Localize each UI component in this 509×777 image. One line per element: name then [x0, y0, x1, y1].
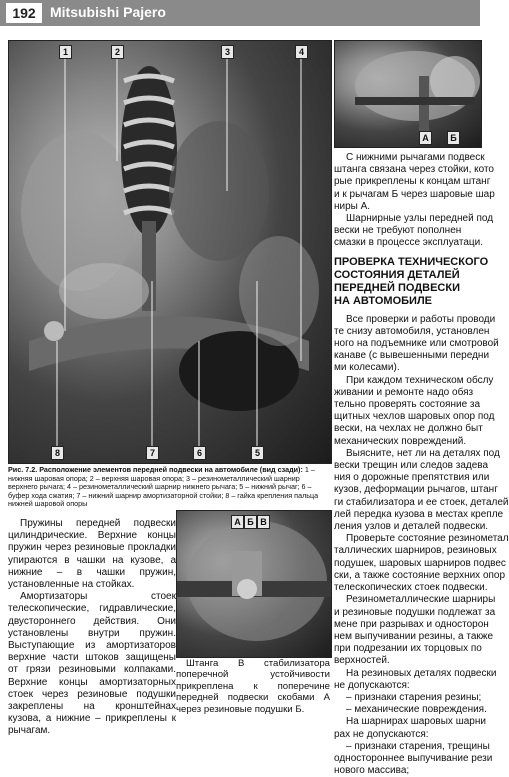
paragraph-line: рые прикреплены к концам штанг: [334, 176, 491, 188]
left-column: [8, 518, 176, 738]
paragraph-line: ми колесами).: [334, 362, 400, 374]
paragraph: Пружины передней подвески цилиндрические. Верхние концы пружин через резиновые прокладки упираются в чашки на кузове, а нижние – в чашки пружин, установленные на стойках.: [8, 518, 176, 591]
caption-heading: Расположение элементов передней подвески на автомобиле (вид сзади):: [39, 465, 303, 474]
paragraph-line: нового массива;: [334, 765, 410, 777]
paragraph-line: штанга связана через стойки, кото: [334, 164, 494, 176]
paragraph-line: Шарнирные узлы передней под: [346, 213, 494, 225]
paragraph-line: живании и ремонте надо обяз: [334, 386, 474, 398]
paragraph-line: ния о дорожные препятствия или: [334, 472, 490, 484]
section-heading: [334, 255, 489, 308]
paragraph-line: С нижними рычагами подвеск: [346, 152, 485, 163]
callout-marker: 5: [251, 446, 264, 460]
paragraph-line: ления узлов и деталей подвески.: [334, 521, 489, 533]
paragraph-line: телескопических стоек подвески.: [334, 582, 488, 594]
callout-marker: Б: [244, 515, 257, 529]
paragraph-line: щитных чехлов шаровых опор под: [334, 411, 495, 423]
callout-marker: В: [257, 515, 270, 529]
paragraph-line: при подрезании их торцовых по: [334, 643, 482, 655]
paragraph-line: одностороннее выпучивание рези: [334, 752, 493, 764]
paragraph: Амортизаторы стоек телескопические, гидравлические, двустороннего действия. Они установлены внутри пружин. Выступающие из амортизаторов верхние части штоков защищены от грязи резиновыми колпаками. Верхние концы амортизаторных стоек через резиновые подушки закреплены на кронштейнах кузова, а нижние – прикреплены к рычагам.: [8, 591, 176, 737]
right-column: [334, 152, 509, 777]
callout-marker: 1: [59, 45, 72, 59]
paragraph-line: и к рычагам Б через шаровые шар: [334, 188, 495, 200]
paragraph-line: и резиновые подушки подлежат за: [334, 606, 496, 618]
callout-marker: 8: [51, 446, 64, 460]
paragraph-line: Проверьте состояние резинометал: [346, 533, 509, 545]
stabilizer-link-photo: [334, 40, 482, 148]
paragraph-line: вески трещин или следов задева: [334, 460, 489, 472]
paragraph-line: рах не допускаются:: [334, 728, 429, 740]
paragraph-line: При каждом техническом обслу: [346, 374, 494, 386]
paragraph-line: Резинометаллические шарниры: [346, 594, 496, 606]
running-title: Mitsubishi Pajero: [50, 4, 166, 20]
stabilizer-bar-photo: [176, 510, 332, 658]
callout-marker: 4: [295, 45, 308, 59]
heading-line: НА АВТОМОБИЛЕ: [334, 294, 433, 307]
paragraph-line: ного на подъемнике или смотровой: [334, 338, 499, 350]
paragraph-line: Выясните, нет ли на деталях под: [346, 447, 500, 459]
callout-marker: 3: [221, 45, 234, 59]
paragraph-line: нем выпучивании резины, а также: [334, 630, 494, 642]
callout-marker: Б: [447, 131, 460, 145]
paragraph-line: те снизу автомобиля, установлен: [334, 325, 490, 337]
paragraph-line: смазки в процессе эксплуатаци.: [334, 237, 483, 249]
heading-line: СОСТОЯНИЯ ДЕТАЛЕЙ: [334, 268, 460, 281]
paragraph-line: – механические повреждения.: [346, 704, 487, 716]
paragraph-line: Все проверки и работы проводи: [346, 313, 496, 325]
paragraph-line: вески не требуют пополнен: [334, 225, 462, 237]
paragraph-line: На шарнирах шаровых шарни: [346, 716, 486, 728]
paragraph-line: подушек, шаровых шарниров подвес: [334, 557, 506, 569]
main-photo: [8, 40, 332, 464]
paragraph-line: не допускаются:: [334, 679, 410, 691]
page-header: [0, 0, 480, 26]
paragraph-line: таллических шарниров, резиновых: [334, 545, 497, 557]
paragraph-line: ниры А.: [334, 200, 371, 212]
paragraph-line: канаве (с вывешенными передни: [334, 350, 490, 362]
heading-line: ПЕРЕДНЕЙ ПОДВЕСКИ: [334, 281, 460, 294]
paragraph-line: На резиновых деталях подвески: [346, 667, 497, 679]
callout-marker: 7: [146, 446, 159, 460]
paragraph-line: ги стабилизатора и ее стоек, деталей: [334, 496, 509, 508]
paragraph-line: механических повреждений.: [334, 435, 467, 447]
callout-marker: А: [231, 515, 244, 529]
paragraph-line: верхностей.: [334, 655, 390, 667]
heading-line: ПРОВЕРКА ТЕХНИЧЕСКОГО: [334, 255, 489, 268]
paragraph-line: кузов, деформации рычагов, штанг: [334, 484, 498, 496]
stabilizer-caption: Штанга В стабилизатора поперечной устойчивости прикреплена к поперечине передней подвески скобами А через резиновые подушки Б.: [176, 658, 330, 715]
paragraph-line: лей передка кузова в местах крепле: [334, 508, 504, 520]
figure-caption: [8, 466, 330, 509]
suspension-illustration: [9, 41, 331, 463]
paragraph-line: – признаки старения, трещины: [346, 740, 490, 752]
callout-marker: А: [419, 131, 432, 145]
paragraph-line: – признаки старения резины;: [346, 691, 482, 703]
paragraph-line: вески, на чехлах не должно быт: [334, 423, 483, 435]
paragraph-line: ски, а также состояние верхних опор: [334, 569, 506, 581]
caption-label: Рис. 7.2.: [8, 465, 38, 474]
callout-marker: 6: [193, 446, 206, 460]
caption-text: 1 – нижняя шаровая опора; 2 – верхняя шаровая опора; 3 – резинометаллический шарнир верхнего рычага; 4 – резинометаллический шарнир нижнего рычага; 5 – нижний рычаг; 6 – буфер хода сжатия; 7 – нижний шарнир амортизаторной стойки; 8 – гайка крепления пальца нижней шаровой опоры: [8, 465, 319, 509]
page-number: 192: [6, 3, 42, 23]
stabilizer-bar-illustration: [177, 511, 331, 657]
paragraph-line: мене при разрывах и односторон: [334, 618, 489, 630]
callout-marker: 2: [111, 45, 124, 59]
paragraph-line: тельно проверять состояние за: [334, 399, 481, 411]
